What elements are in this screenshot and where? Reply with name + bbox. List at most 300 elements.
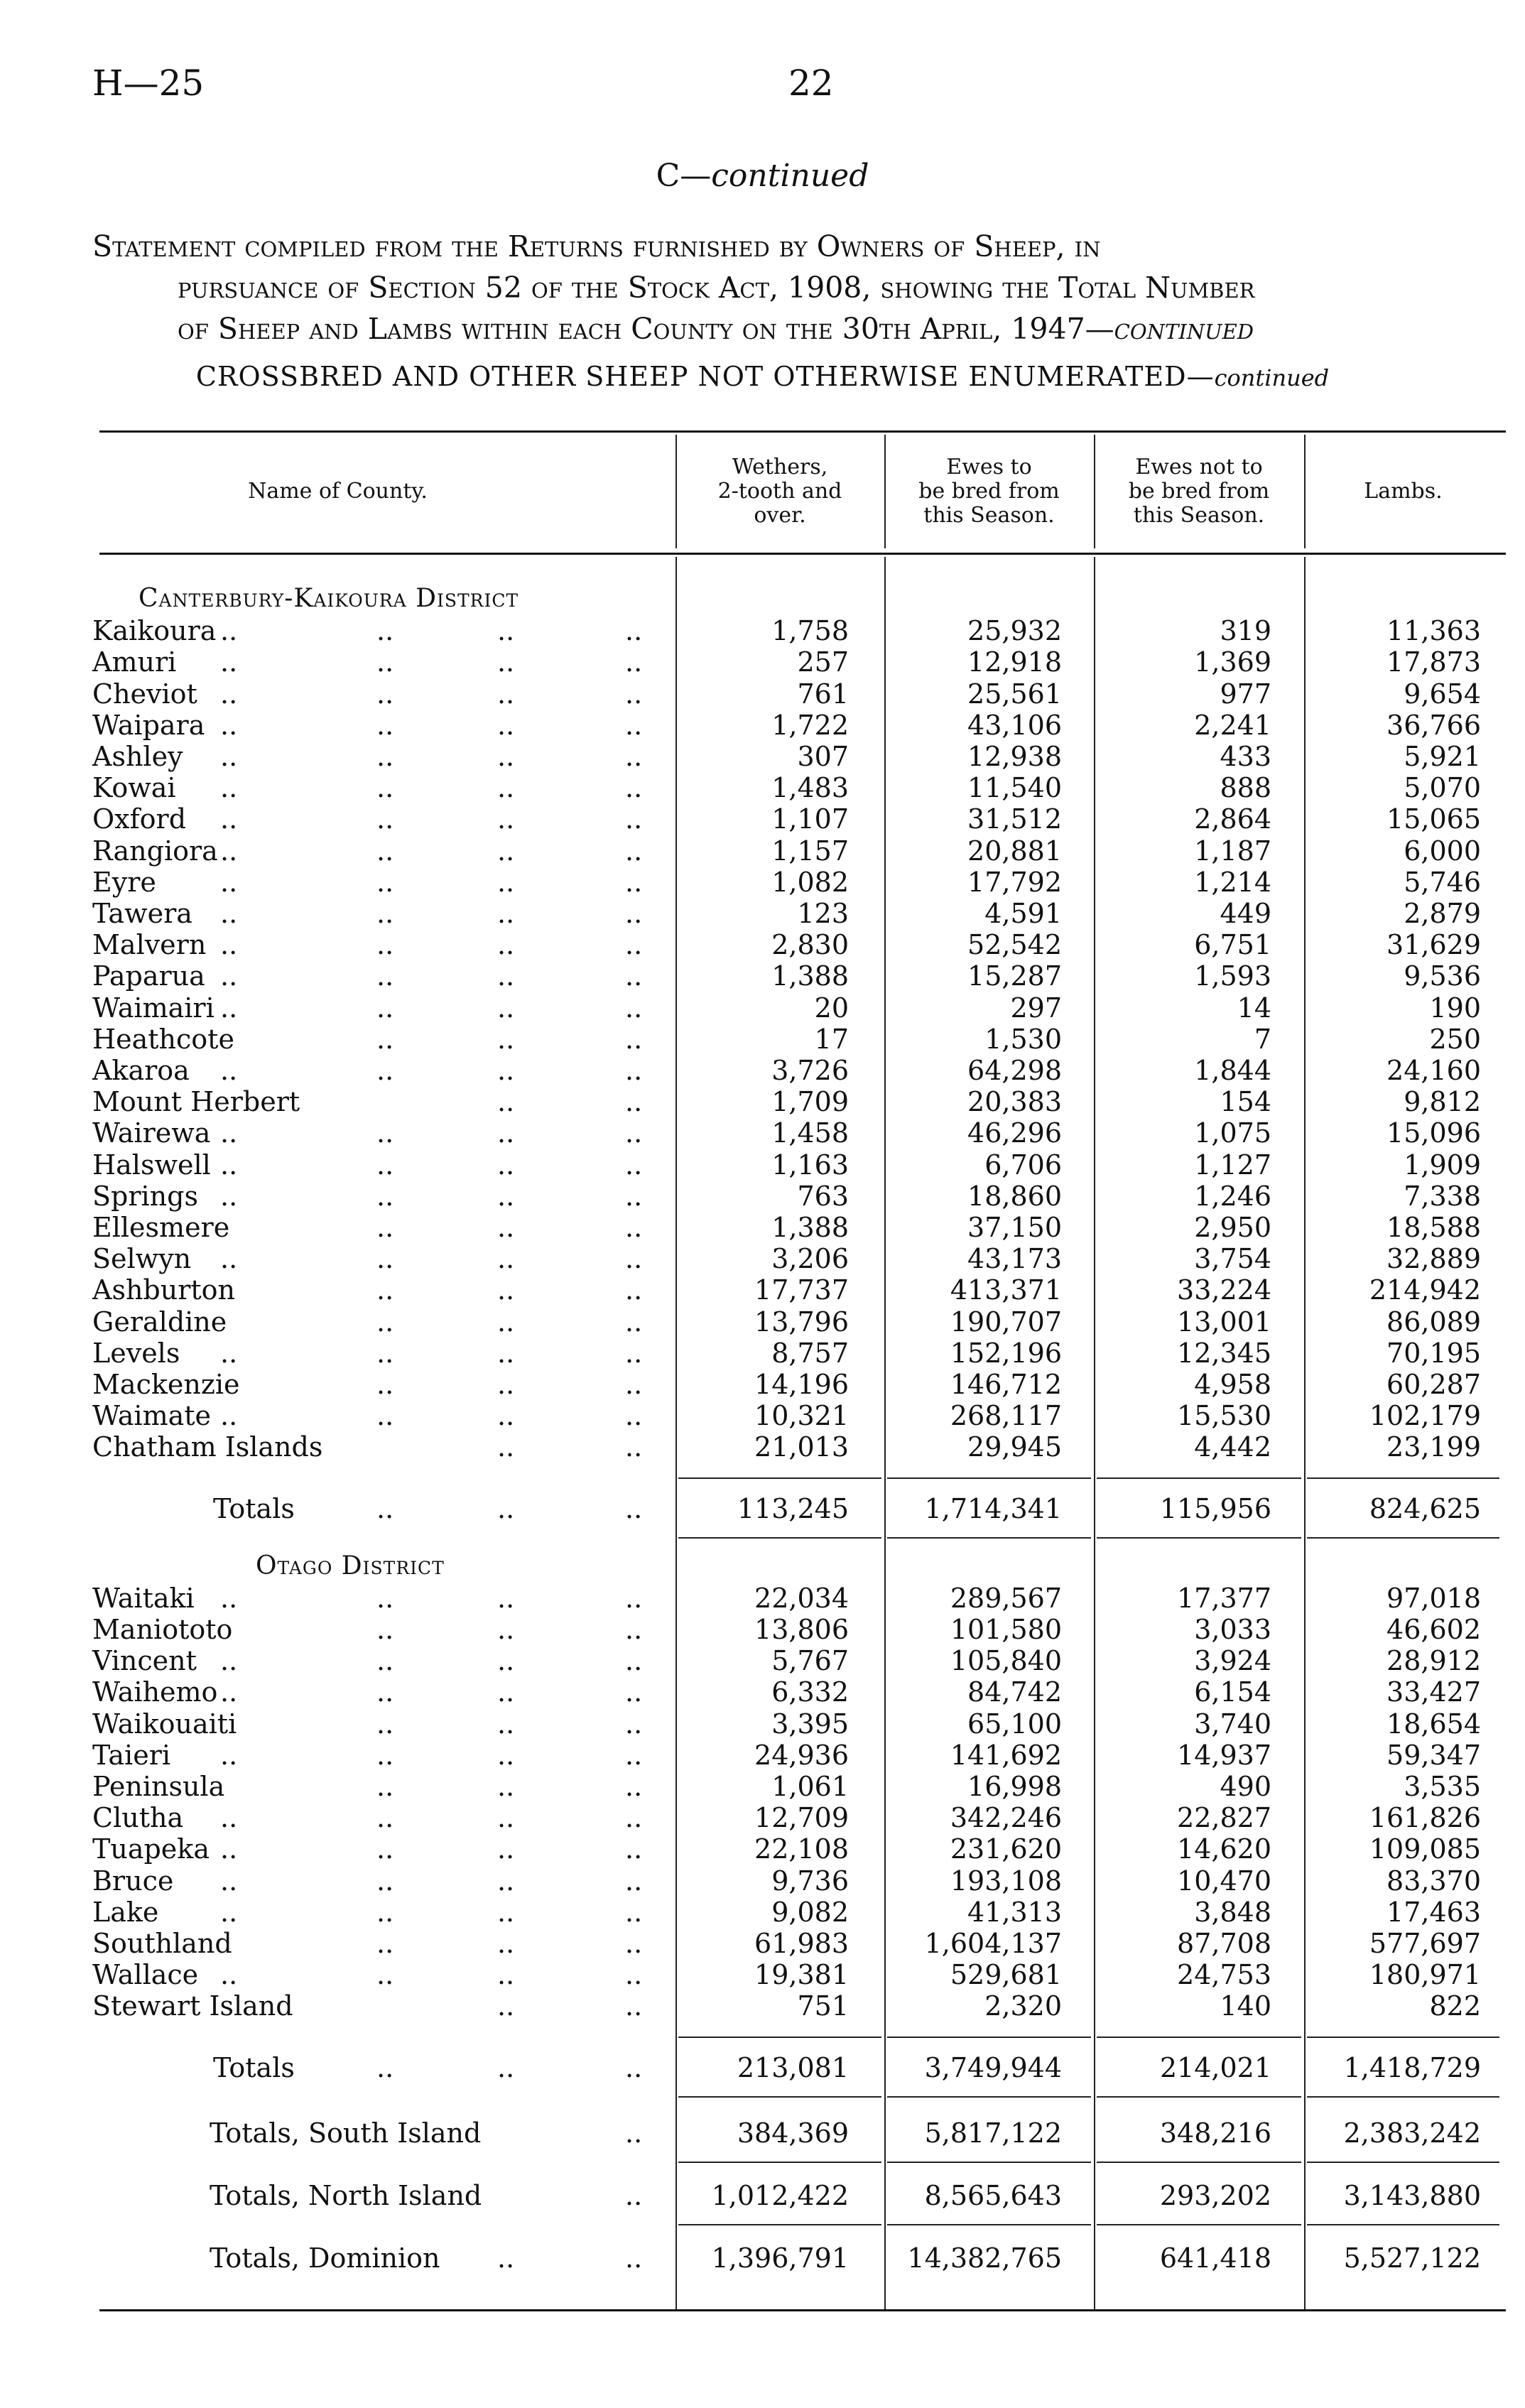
title-line-1: Statement compiled from the Returns furnished by Owners of Sheep, in [92,229,1101,264]
leader-dots: .. [220,1959,238,1991]
cell-ewes-not-bred: 10,470 [1177,1865,1271,1897]
table-row [0,1645,1525,1676]
cell-ewes-bred: 413,371 [950,1274,1062,1306]
leader-dots: .. [625,1833,643,1865]
leader-dots: .. [497,929,515,961]
leader-dots: .. [497,772,515,804]
column-header-line: Ewes to [946,455,1032,479]
leader-dots: .. [220,1739,238,1771]
cell-lambs: 5,746 [1404,866,1481,898]
cell-lambs: 2,879 [1404,898,1481,929]
cell-ewes-bred: 52,542 [967,929,1062,961]
column-divider [1304,435,1306,548]
county-name: Rangiora [92,835,218,867]
cell-ewes-not-bred: 4,442 [1194,1431,1271,1463]
cell-ewes-bred: 1,530 [984,1023,1062,1055]
grand-totals-rule [887,2162,1091,2163]
cell-ewes-not-bred: 115,956 [1159,1492,1271,1524]
column-header-line: Name of County. [248,479,428,504]
cell-ewes-bred: 11,540 [967,772,1062,804]
leader-dots: .. [376,1492,394,1524]
leader-dots: .. [220,898,238,929]
leader-dots: .. [625,1582,643,1614]
continuation-suffix: continued [711,158,869,194]
leader-dots: .. [497,1833,515,1865]
cell-lambs: 86,089 [1386,1306,1481,1338]
leader-dots: .. [220,1055,238,1086]
leader-dots: .. [220,1645,238,1677]
cell-wethers: 1,163 [771,1149,849,1181]
leader-dots: .. [376,1708,394,1740]
cell-lambs: 190 [1429,992,1481,1024]
totals-bottom-rule [887,1537,1091,1539]
cell-ewes-not-bred: 490 [1220,1771,1271,1802]
cell-ewes-not-bred: 14,937 [1177,1739,1271,1771]
cell-lambs: 5,527,122 [1343,2242,1481,2274]
leader-dots: .. [220,1337,238,1369]
leader-dots: .. [625,1306,643,1338]
cell-wethers: 22,108 [754,1833,849,1865]
table-row [0,2117,1525,2149]
totals-label: Totals, Dominion [210,2242,440,2274]
cell-ewes-bred: 46,296 [967,1117,1062,1149]
leader-dots: .. [497,1990,515,2022]
leader-dots: .. [376,1645,394,1677]
cell-ewes-bred: 65,100 [967,1708,1062,1740]
county-name: Kowai [92,772,176,804]
leader-dots: .. [376,1582,394,1614]
cell-ewes-not-bred: 1,593 [1194,960,1271,992]
leader-dots: .. [625,960,643,992]
table-subtitle [0,361,1525,392]
column-header-line: this Season. [923,503,1055,528]
cell-ewes-bred: 17,792 [967,866,1062,898]
table-row [0,1833,1525,1865]
table-row [0,2180,1525,2211]
leader-dots: .. [625,2242,643,2274]
column-divider [675,435,677,548]
leader-dots: .. [625,1274,643,1306]
table-row [0,1928,1525,1959]
county-name: Oxford [92,803,187,835]
leader-dots: .. [625,1739,643,1771]
table-row [0,1771,1525,1802]
leader-dots: .. [376,803,394,835]
county-name: Waimate [92,1400,212,1432]
cell-ewes-bred: 342,246 [950,1802,1062,1834]
grand-totals-rule [1097,2162,1301,2163]
column-divider [1094,557,1095,2309]
cell-lambs: 5,070 [1404,772,1481,804]
cell-lambs: 17,463 [1386,1896,1481,1928]
cell-wethers: 17 [814,1023,849,1055]
county-name: Waikouaiti [92,1708,237,1740]
leader-dots: .. [497,2051,515,2083]
leader-dots: .. [625,835,643,867]
column-header-line: be bred from [918,479,1060,504]
cell-wethers: 1,107 [771,803,849,835]
cell-ewes-not-bred: 1,075 [1194,1117,1271,1149]
cell-ewes-bred: 193,108 [950,1865,1062,1897]
cell-ewes-bred: 43,106 [967,709,1062,741]
table-row [0,835,1525,867]
county-name: Peninsula [92,1771,225,1802]
leader-dots: .. [625,1337,643,1369]
cell-ewes-not-bred: 14 [1237,992,1271,1024]
totals-bottom-rule [887,2096,1091,2098]
leader-dots: .. [220,1243,238,1275]
county-name: Clutha [92,1802,184,1834]
cell-ewes-bred: 16,998 [967,1771,1062,1802]
leader-dots: .. [376,992,394,1024]
cell-ewes-bred: 84,742 [967,1676,1062,1708]
table-row [0,803,1525,835]
leader-dots: .. [625,929,643,961]
county-name: Bruce [92,1865,174,1897]
leader-dots: .. [376,1771,394,1802]
cell-ewes-not-bred: 3,754 [1194,1243,1271,1275]
leader-dots: .. [220,678,238,710]
table-row [0,1708,1525,1740]
cell-lambs: 18,588 [1386,1212,1481,1243]
leader-dots: .. [625,1645,643,1677]
cell-lambs: 577,697 [1369,1928,1481,1959]
cell-lambs: 180,971 [1369,1959,1481,1991]
cell-wethers: 257 [797,646,849,678]
table-row [0,992,1525,1024]
cell-ewes-bred: 41,313 [967,1896,1062,1928]
cell-wethers: 61,983 [754,1928,849,1959]
cell-lambs: 70,195 [1386,1337,1481,1369]
page-reference: H—25 [92,63,205,104]
totals-top-rule [1307,1477,1499,1479]
totals-bottom-rule [1097,1537,1301,1539]
cell-wethers: 1,709 [771,1086,849,1118]
leader-dots: .. [220,929,238,961]
totals-bottom-rule [1307,2096,1499,2098]
cell-wethers: 1,758 [771,615,849,647]
totals-bottom-rule [678,2096,881,2098]
totals-top-rule [1097,1477,1301,1479]
header-bottom-rule [99,553,1506,555]
table-row [0,1274,1525,1306]
cell-ewes-not-bred: 14,620 [1177,1833,1271,1865]
cell-wethers: 3,726 [771,1055,849,1086]
leader-dots: .. [625,1086,643,1118]
cell-ewes-bred: 12,938 [967,741,1062,772]
county-name: Levels [92,1337,180,1369]
table-row [0,1493,1525,1524]
county-name: Kaikoura [92,615,217,647]
column-divider [1094,435,1095,548]
leader-dots: .. [625,1117,643,1149]
cell-ewes-bred: 4,591 [984,898,1062,929]
county-name: Ashburton [92,1274,236,1306]
cell-wethers: 1,458 [771,1117,849,1149]
cell-lambs: 36,766 [1386,709,1481,741]
totals-top-rule [678,1477,881,1479]
cell-wethers: 1,396,791 [711,2242,849,2274]
leader-dots: .. [220,1117,238,1149]
page-number: 22 [788,63,834,104]
column-header-line: this Season. [1133,503,1265,528]
leader-dots: .. [625,898,643,929]
column-header-line: 2-tooth and [717,479,842,504]
cell-wethers: 3,206 [771,1243,849,1275]
leader-dots: .. [625,803,643,835]
county-name: Maniototo [92,1614,233,1645]
column-header [675,455,884,528]
cell-ewes-not-bred: 3,924 [1194,1645,1271,1677]
table-row [0,1431,1525,1463]
cell-wethers: 113,245 [737,1492,849,1524]
cell-ewes-bred: 14,382,765 [907,2242,1062,2274]
cell-ewes-not-bred: 1,844 [1194,1055,1271,1086]
cell-wethers: 13,806 [754,1614,849,1645]
county-name: Waihemo [92,1676,218,1708]
cell-ewes-bred: 152,196 [950,1337,1062,1369]
cell-ewes-bred: 101,580 [950,1614,1062,1645]
leader-dots: .. [220,1833,238,1865]
leader-dots: .. [497,1802,515,1834]
leader-dots: .. [625,1400,643,1432]
leader-dots: .. [220,835,238,867]
leader-dots: .. [220,960,238,992]
header-top-rule [99,430,1506,433]
cell-lambs: 214,942 [1369,1274,1481,1306]
cell-wethers: 9,082 [771,1896,849,1928]
cell-ewes-not-bred: 3,033 [1194,1614,1271,1645]
leader-dots: .. [376,960,394,992]
leader-dots: .. [497,1928,515,1959]
cell-lambs: 97,018 [1386,1582,1481,1614]
totals-top-rule [1307,2037,1499,2038]
totals-top-rule [678,2037,881,2038]
leader-dots: .. [497,1492,515,1524]
leader-dots: .. [625,992,643,1024]
leader-dots: .. [497,709,515,741]
leader-dots: .. [625,1959,643,1991]
table-row [0,1117,1525,1149]
table-row [0,1400,1525,1431]
leader-dots: .. [625,1431,643,1463]
leader-dots: .. [497,866,515,898]
column-header [99,479,576,504]
cell-lambs: 822 [1429,1990,1481,2022]
leader-dots: .. [497,1582,515,1614]
column-header-line: Lambs. [1364,479,1443,504]
cell-wethers: 22,034 [754,1582,849,1614]
leader-dots: .. [497,1086,515,1118]
table-row [0,678,1525,710]
cell-ewes-bred: 297 [1010,992,1062,1024]
leader-dots: .. [376,1865,394,1897]
cell-lambs: 250 [1429,1023,1481,1055]
column-header-line: Ewes not to [1135,455,1263,479]
cell-ewes-not-bred: 1,246 [1194,1180,1271,1212]
county-name: Southland [92,1928,232,1959]
cell-ewes-not-bred: 6,751 [1194,929,1271,961]
leader-dots: .. [625,1492,643,1524]
cell-ewes-bred: 1,714,341 [924,1492,1062,1524]
cell-wethers: 213,081 [737,2051,849,2083]
grand-totals-rule [678,2224,881,2225]
totals-top-rule [887,2037,1091,2038]
leader-dots: .. [376,2051,394,2083]
leader-dots: .. [376,678,394,710]
leader-dots: .. [376,1928,394,1959]
title-suffix: continued [1114,312,1254,346]
subtitle-suffix: continued [1214,364,1330,391]
county-name: Mount Herbert [92,1086,300,1118]
county-name: Waipara [92,709,205,741]
column-header [1094,455,1304,528]
leader-dots: .. [625,866,643,898]
cell-ewes-not-bred: 6,154 [1194,1676,1271,1708]
leader-dots: .. [376,929,394,961]
leader-dots: .. [220,1582,238,1614]
title-line-3-text: of Sheep and Lambs within each County on the 30th April, 1947— [178,312,1114,346]
cell-ewes-not-bred: 154 [1220,1086,1271,1118]
column-header [884,455,1094,528]
column-divider [884,435,886,548]
county-name: Tuapeka [92,1833,210,1865]
table-row [0,1802,1525,1833]
leader-dots: .. [376,1802,394,1834]
leader-dots: .. [376,1337,394,1369]
cell-ewes-not-bred: 1,127 [1194,1149,1271,1181]
cell-wethers: 8,757 [771,1337,849,1369]
cell-lambs: 32,889 [1386,1243,1481,1275]
leader-dots: .. [497,992,515,1024]
leader-dots: .. [376,1117,394,1149]
cell-wethers: 1,388 [771,960,849,992]
title-line-3 [92,308,1506,349]
county-name: Lake [92,1896,159,1928]
cell-ewes-not-bred: 433 [1220,741,1271,772]
leader-dots: .. [376,1833,394,1865]
leader-dots: .. [376,835,394,867]
totals-label: Totals [213,2051,295,2083]
leader-dots: .. [497,1959,515,1991]
leader-dots: .. [376,1676,394,1708]
leader-dots: .. [497,1896,515,1928]
cell-ewes-bred: 268,117 [950,1400,1062,1432]
table-row [0,646,1525,678]
cell-lambs: 9,812 [1404,1086,1481,1118]
cell-ewes-not-bred: 12,345 [1177,1337,1271,1369]
leader-dots: .. [625,1180,643,1212]
cell-ewes-bred: 12,918 [967,646,1062,678]
leader-dots: .. [497,1645,515,1677]
cell-ewes-bred: 105,840 [950,1645,1062,1677]
cell-wethers: 17,737 [754,1274,849,1306]
county-name: Mackenzie [92,1369,240,1400]
county-name: Ellesmere [92,1212,230,1243]
leader-dots: .. [376,1180,394,1212]
cell-ewes-not-bred: 2,864 [1194,803,1271,835]
table-row [0,1369,1525,1400]
cell-wethers: 1,483 [771,772,849,804]
leader-dots: .. [220,866,238,898]
cell-ewes-not-bred: 33,224 [1177,1274,1271,1306]
cell-wethers: 1,157 [771,835,849,867]
leader-dots: .. [220,1180,238,1212]
column-divider [1304,557,1306,2309]
cell-wethers: 6,332 [771,1676,849,1708]
cell-ewes-not-bred: 977 [1220,678,1271,710]
cell-ewes-not-bred: 15,530 [1177,1400,1271,1432]
cell-ewes-not-bred: 1,214 [1194,866,1271,898]
leader-dots: .. [625,1990,643,2022]
leader-dots: .. [497,1676,515,1708]
leader-dots: .. [376,1243,394,1275]
cell-wethers: 20 [814,992,849,1024]
cell-ewes-not-bred: 140 [1220,1990,1271,2022]
table-row [0,2052,1525,2083]
leader-dots: .. [376,1212,394,1243]
leader-dots: .. [497,678,515,710]
cell-wethers: 10,321 [754,1400,849,1432]
county-name: Taieri [92,1739,171,1771]
cell-ewes-not-bred: 1,187 [1194,835,1271,867]
grand-totals-rule [1097,2224,1301,2225]
cell-lambs: 9,536 [1404,960,1481,992]
leader-dots: .. [497,1337,515,1369]
cell-ewes-not-bred: 293,202 [1159,2179,1271,2211]
cell-ewes-bred: 146,712 [950,1369,1062,1400]
leader-dots: .. [497,646,515,678]
leader-dots: .. [497,1306,515,1338]
leader-dots: .. [625,1708,643,1740]
cell-ewes-bred: 43,173 [967,1243,1062,1275]
cell-ewes-bred: 31,512 [967,803,1062,835]
table-row [0,1338,1525,1369]
cell-ewes-not-bred: 22,827 [1177,1802,1271,1834]
leader-dots: .. [376,1306,394,1338]
leader-dots: .. [220,1400,238,1432]
cell-lambs: 9,654 [1404,678,1481,710]
county-name: Geraldine [92,1306,227,1338]
table-row [0,1959,1525,1990]
cell-wethers: 9,736 [771,1865,849,1897]
county-name: Tawera [92,898,192,929]
leader-dots: .. [625,2117,643,2149]
cell-lambs: 15,096 [1386,1117,1481,1149]
leader-dots: .. [497,1708,515,1740]
leader-dots: .. [497,1243,515,1275]
cell-lambs: 161,826 [1369,1802,1481,1834]
column-header [1304,479,1502,504]
cell-lambs: 28,912 [1386,1645,1481,1677]
leader-dots: .. [497,615,515,647]
cell-ewes-bred: 25,932 [967,615,1062,647]
leader-dots: .. [625,709,643,741]
county-name: Amuri [92,646,177,678]
leader-dots: .. [220,646,238,678]
leader-dots: .. [376,741,394,772]
table-row [0,1990,1525,2022]
leader-dots: .. [497,1739,515,1771]
cell-lambs: 46,602 [1386,1614,1481,1645]
totals-top-rule [1097,2037,1301,2038]
cell-ewes-not-bred: 2,241 [1194,709,1271,741]
table-row [0,1086,1525,1117]
leader-dots: .. [376,1149,394,1181]
cell-ewes-not-bred: 4,958 [1194,1369,1271,1400]
cell-ewes-not-bred: 24,753 [1177,1959,1271,1991]
cell-ewes-bred: 289,567 [950,1582,1062,1614]
